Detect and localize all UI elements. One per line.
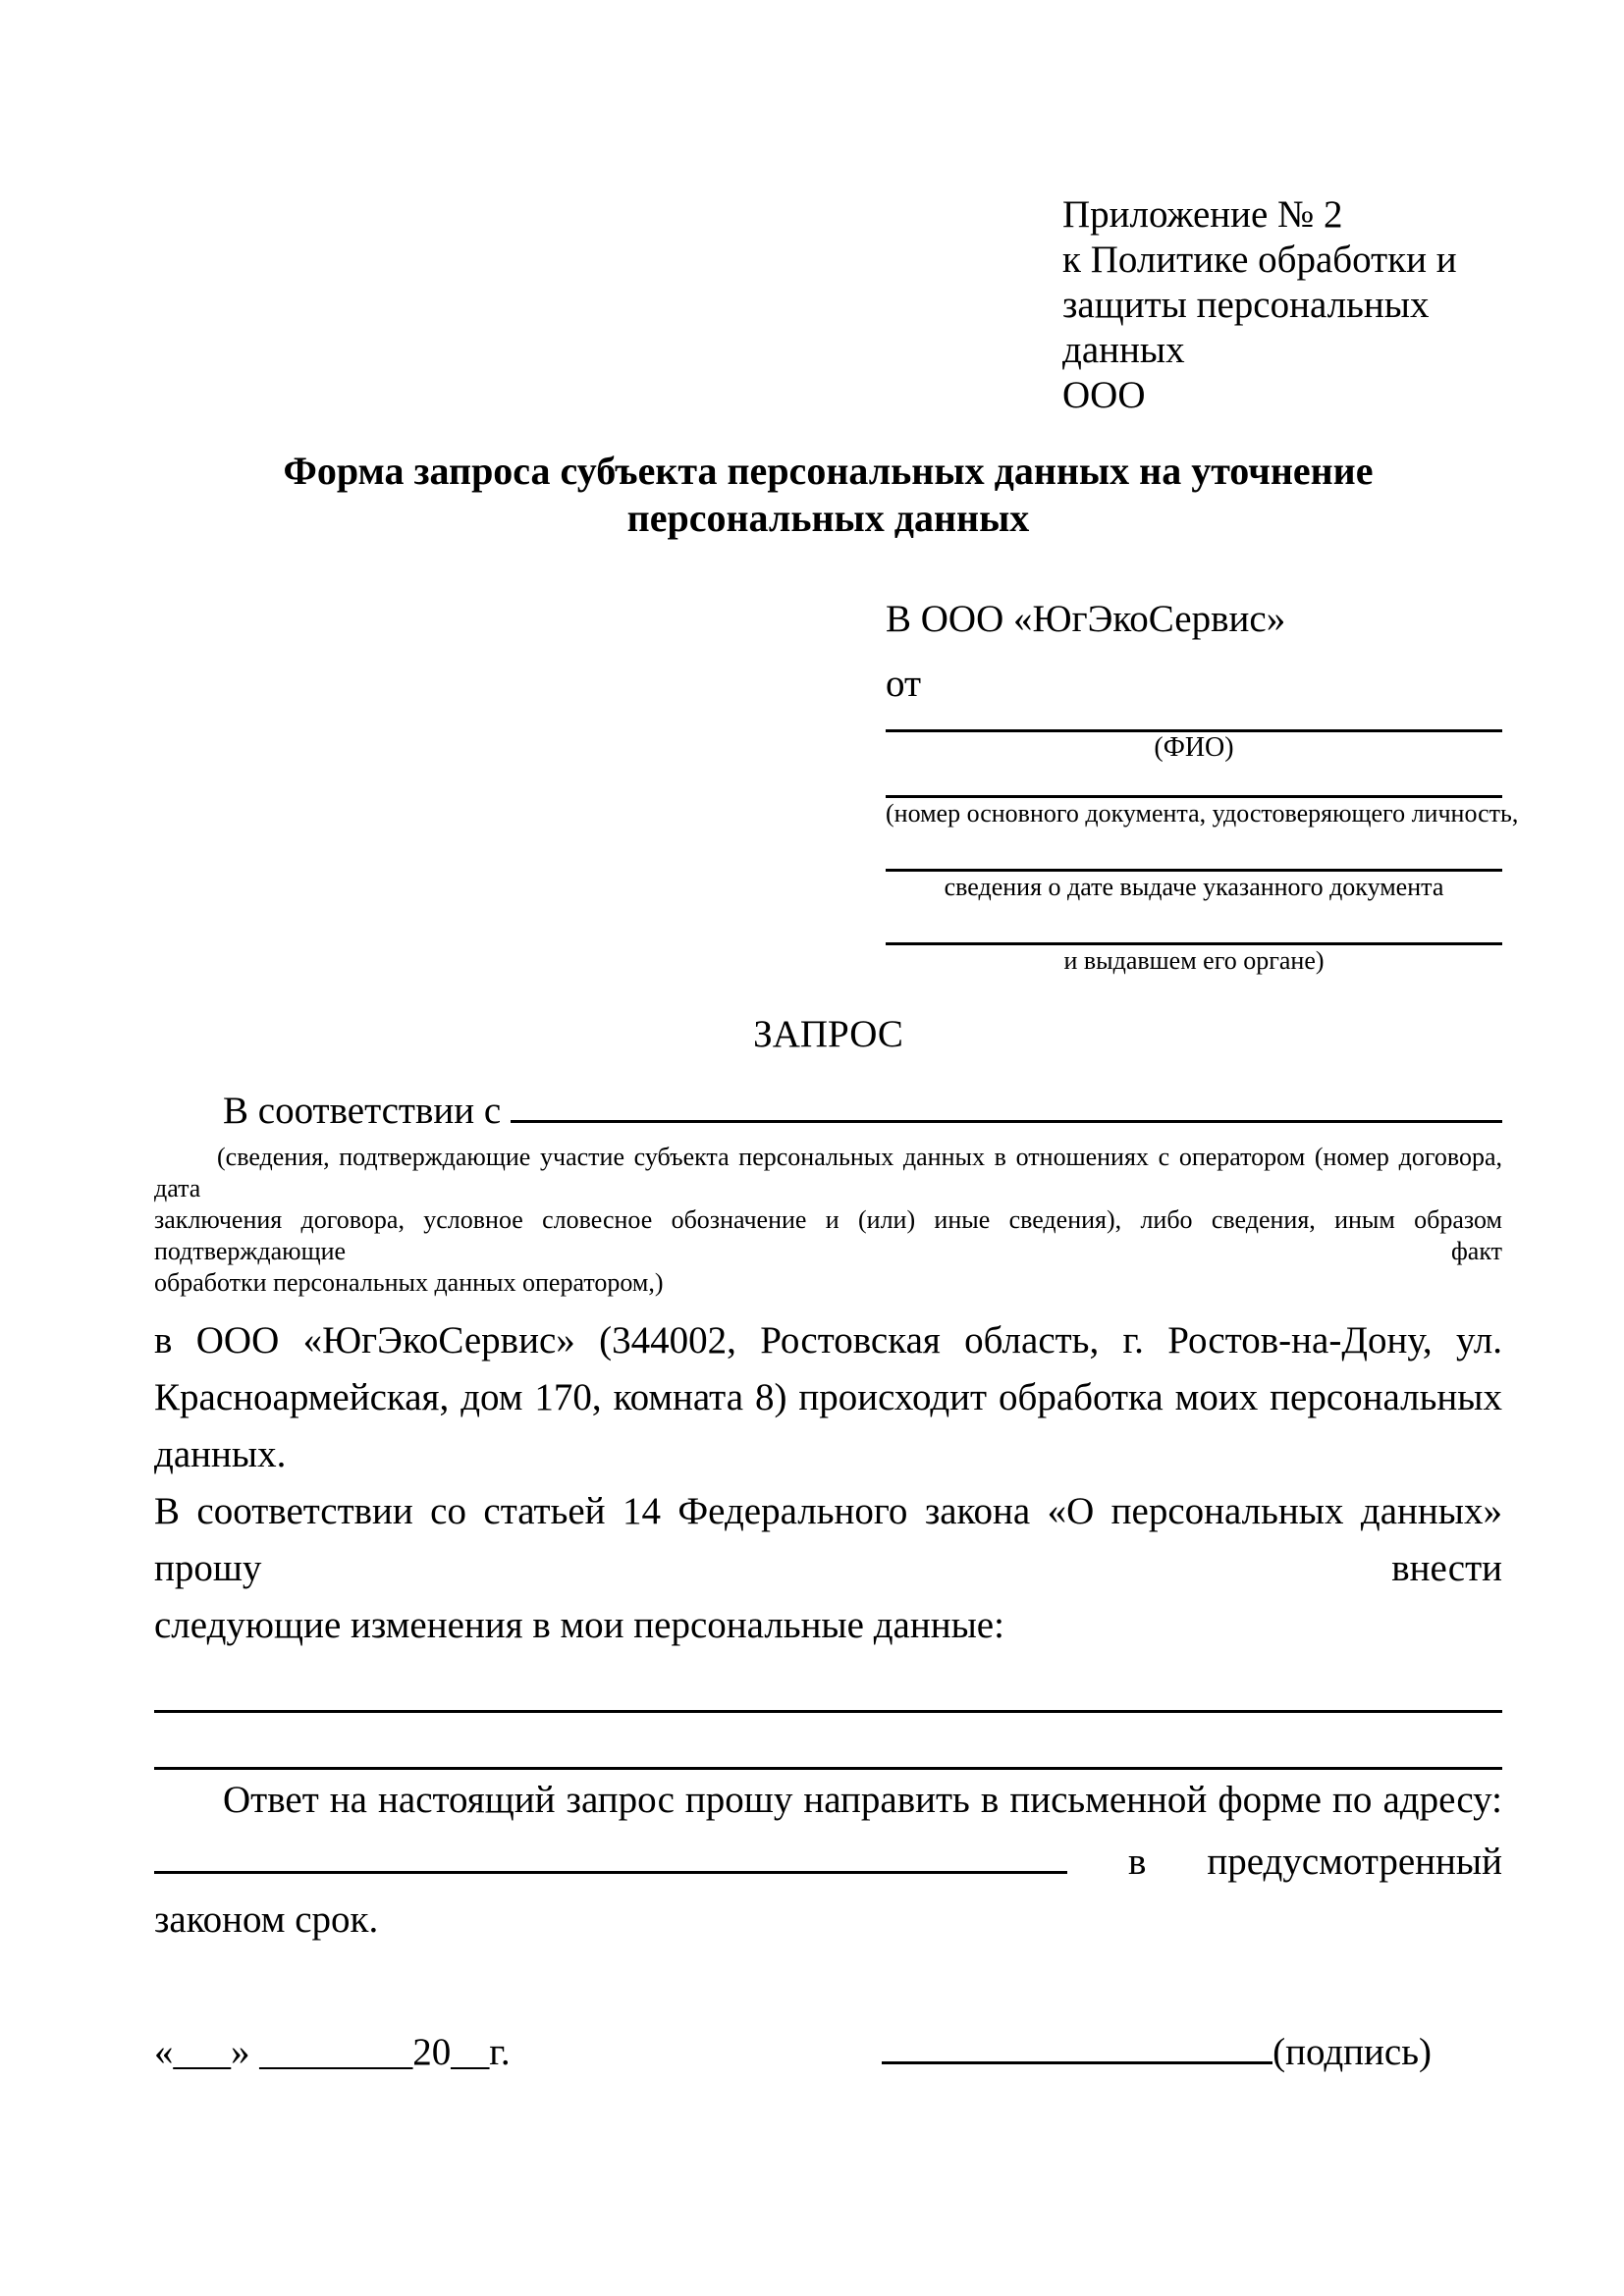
signature-cell — [882, 2019, 1432, 2081]
reply-word: в — [1127, 1841, 1147, 1883]
body-paragraph — [154, 1312, 1502, 1654]
fio-caption: (ФИО) — [1154, 732, 1234, 763]
signature-blank-line[interactable] — [882, 2019, 1272, 2064]
request-heading: ЗАПРОС — [753, 1013, 903, 1055]
reply-line: Ответ на настоящий запрос прошу направить в письменной форме по адресу: — [223, 1779, 1502, 1821]
legal-note-line: (сведения, подтверждающие участие субъекта персональных данных в отношениях с оператором (номер договора, дата — [154, 1143, 1502, 1202]
changes-blank-line-2[interactable] — [154, 1713, 1502, 1770]
document-number-field — [886, 763, 1519, 828]
body-line: В соответствии со статьей 14 Федерального закона «О персональных данных» прошу внести — [154, 1490, 1502, 1589]
date-blank[interactable]: «___» ________20__г. — [154, 2031, 511, 2073]
accordance-blank-line[interactable] — [511, 1080, 1502, 1123]
footer-row — [154, 2019, 1502, 2081]
issuing-authority-caption: и выдавшем его органе) — [1063, 946, 1325, 975]
reply-paragraph — [154, 1772, 1502, 1949]
signature-caption: (подпись) — [1272, 2031, 1432, 2073]
legal-note-line: обработки персональных данных оператором,) — [154, 1268, 664, 1297]
address-blank-line[interactable] — [154, 1829, 1067, 1874]
issue-date-field — [886, 828, 1502, 902]
document-number-blank-line[interactable] — [886, 763, 1502, 798]
appendix-block — [1062, 192, 1502, 418]
document-number-caption: (номер основного документа, удостоверяющего личность, — [886, 799, 1519, 828]
legal-note-line: заключения договора, условное словесное обозначение и (или) иные сведения), либо сведения, иным образом подтверждающие факт — [154, 1205, 1502, 1265]
accordance-row — [154, 1080, 1502, 1140]
recipient-company: В ООО «ЮгЭкоСервис» — [886, 598, 1286, 640]
reply-line: законом срок. — [154, 1898, 379, 1941]
appendix-line: ООО — [1062, 374, 1146, 416]
issue-date-blank-line[interactable] — [886, 828, 1502, 872]
appendix-line: защиты персональных данных — [1062, 284, 1430, 371]
reply-word: предусмотренный — [1207, 1841, 1502, 1883]
page-title: Форма запроса субъекта персональных данных на уточнение персональных данных — [283, 449, 1374, 540]
appendix-line: к Политике обработки и — [1062, 239, 1457, 281]
issuing-authority-blank-line[interactable] — [886, 902, 1502, 945]
reply-address-row — [154, 1829, 1502, 1892]
recipient-from-label: от — [886, 663, 922, 705]
body-line: следующие изменения в мои персональные данные: — [154, 1604, 1004, 1646]
appendix-line: Приложение № 2 — [1062, 193, 1343, 236]
fio-field — [886, 707, 1502, 763]
issuing-authority-field — [886, 902, 1502, 976]
recipient-block — [886, 597, 1519, 976]
legal-note — [154, 1142, 1502, 1299]
accordance-lead-text: В соответствии с — [223, 1090, 502, 1132]
changes-blank-line-1[interactable] — [154, 1656, 1502, 1713]
fio-blank-line[interactable] — [886, 707, 1502, 732]
body-line: в ООО «ЮгЭкоСервис» (344002, Ростовская область, г. Ростов-на-Дону, ул. — [154, 1319, 1502, 1362]
body-line: Красноармейская, дом 170, комната 8) происходит обработка моих персональных данных. — [154, 1376, 1502, 1475]
issue-date-caption: сведения о дате выдаче указанного документа — [944, 873, 1444, 901]
